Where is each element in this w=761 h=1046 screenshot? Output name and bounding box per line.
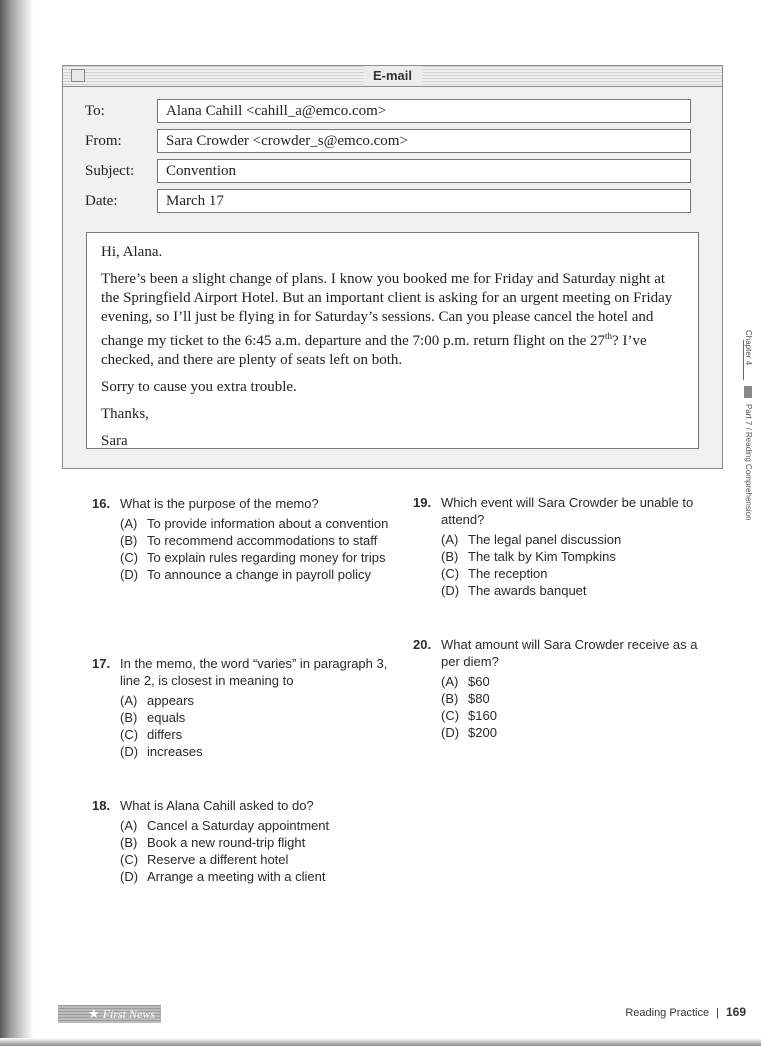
option-text: equals [147, 710, 186, 725]
ordinal-suffix: th [605, 331, 613, 341]
window-close-box-icon [71, 69, 85, 82]
option-text: $160 [468, 708, 497, 723]
star-icon: ★ [88, 1006, 100, 1021]
option-letter: (A) [120, 818, 138, 833]
question-number: 17. [92, 656, 111, 671]
option-a[interactable] [120, 515, 392, 532]
option-letter: (C) [441, 566, 460, 581]
book-spine-shadow [0, 0, 34, 1046]
section-marker-icon [744, 386, 752, 398]
option-a[interactable] [120, 817, 392, 834]
option-letter: (B) [441, 691, 459, 706]
email-apology: Sorry to cause you extra trouble. [101, 379, 297, 395]
email-window-title: E-mail [363, 66, 422, 86]
option-letter: (C) [120, 550, 139, 565]
option-letter: (B) [120, 710, 138, 725]
subject-field-row [63, 159, 722, 185]
email-paragraph-text-end: ? I’ve checked, and there are plenty of seats left on both. [101, 333, 647, 368]
option-b[interactable] [441, 548, 713, 565]
option-b[interactable] [120, 709, 392, 726]
footer-section-label: Reading Practice [625, 1007, 710, 1019]
option-a[interactable] [441, 673, 713, 690]
option-d[interactable] [120, 868, 392, 885]
option-letter: (A) [441, 674, 459, 689]
email-body [86, 232, 699, 449]
to-field-row [63, 99, 722, 125]
from-field: Sara Crowder <crowder_s@emco.com> [157, 129, 691, 153]
option-letter: (D) [441, 583, 460, 598]
logo-text: First News [102, 1007, 155, 1021]
option-letter: (A) [120, 516, 138, 531]
option-letter: (A) [441, 532, 459, 547]
option-d[interactable] [120, 743, 392, 760]
option-c[interactable] [120, 726, 392, 743]
from-label: From: [85, 133, 122, 149]
question-text: In the memo, the word “varies” in paragraph 3, line 2, is closest in meaning to [120, 656, 388, 688]
option-text: To announce a change in payroll policy [147, 567, 372, 582]
email-titlebar [63, 66, 722, 87]
option-text: Arrange a meeting with a client [147, 869, 326, 884]
question-text: Which event will Sara Crowder be unable to attend? [441, 495, 694, 527]
option-letter: (C) [120, 852, 139, 867]
option-b[interactable] [120, 834, 392, 851]
option-letter: (B) [120, 533, 138, 548]
answer-options [120, 515, 392, 583]
option-letter: (D) [441, 725, 460, 740]
question-17 [92, 655, 392, 760]
question-text: What amount will Sara Crowder receive as a per diem? [441, 637, 698, 669]
option-text: $60 [468, 674, 490, 689]
question-16 [92, 495, 392, 583]
option-d[interactable] [120, 566, 392, 583]
option-text: To explain rules regarding money for trips [147, 550, 386, 565]
date-field-row [63, 189, 722, 215]
answer-options [120, 692, 392, 760]
footer-separator: | [716, 1007, 719, 1019]
subject-label: Subject: [85, 163, 135, 179]
option-letter: (B) [120, 835, 138, 850]
option-text: The awards banquet [468, 583, 587, 598]
option-b[interactable] [120, 532, 392, 549]
option-text: Cancel a Saturday appointment [147, 818, 330, 833]
option-letter: (D) [120, 869, 139, 884]
question-20 [413, 636, 713, 741]
option-c[interactable] [120, 851, 392, 868]
option-a[interactable] [441, 531, 713, 548]
option-text: appears [147, 693, 194, 708]
option-text: To recommend accommodations to staff [147, 533, 378, 548]
option-a[interactable] [120, 692, 392, 709]
date-field: March 17 [157, 189, 691, 213]
question-text: What is Alana Cahill asked to do? [120, 798, 314, 813]
option-letter: (D) [120, 567, 139, 582]
page-footer [625, 1005, 746, 1019]
option-b[interactable] [441, 690, 713, 707]
question-number: 19. [413, 495, 432, 510]
chapter-label: Chapter 4 [744, 330, 753, 366]
option-d[interactable] [441, 724, 713, 741]
email-paragraph [101, 270, 684, 370]
option-letter: (A) [120, 693, 138, 708]
option-text: differs [147, 727, 183, 742]
to-label: To: [85, 103, 105, 119]
option-c[interactable] [441, 707, 713, 724]
section-label: Part 7 / Reading Comprehension [744, 404, 753, 521]
question-number: 18. [92, 798, 111, 813]
answer-options [441, 531, 713, 599]
chapter-side-tab [740, 330, 760, 540]
option-d[interactable] [441, 582, 713, 599]
subject-field: Convention [157, 159, 691, 183]
question-18 [92, 797, 392, 885]
email-window [62, 65, 723, 469]
page-number: 169 [725, 1005, 746, 1019]
option-letter: (B) [441, 549, 459, 564]
option-text: The talk by Kim Tompkins [468, 549, 616, 564]
email-signature: Sara [101, 433, 128, 449]
answer-options [120, 817, 392, 885]
publisher-logo [58, 1005, 161, 1023]
option-letter: (C) [120, 727, 139, 742]
email-closing: Thanks, [101, 406, 149, 422]
question-number: 20. [413, 637, 432, 652]
question-text: What is the purpose of the memo? [120, 496, 319, 511]
to-field: Alana Cahill <cahill_a@emco.com> [157, 99, 691, 123]
option-letter: (D) [120, 744, 139, 759]
email-paragraph-text: There’s been a slight change of plans. I know you booked me for Friday and Saturday night at the Springfield Airport Hotel. But an important client is asking for an urgent meeting on Friday evening, so I’ll just be flying in for Saturday’s sessions. Can you please cancel the hotel and change my ticket to the 6:45 a.m. departure and the 7:00 p.m. return flight on the 27 [101, 271, 673, 349]
option-text: $80 [468, 691, 490, 706]
from-field-row [63, 129, 722, 155]
email-greeting: Hi, Alana. [101, 244, 163, 260]
option-text: increases [147, 744, 203, 759]
option-text: Reserve a different hotel [147, 852, 289, 867]
option-c[interactable] [120, 549, 392, 566]
option-c[interactable] [441, 565, 713, 582]
option-text: The reception [468, 566, 548, 581]
question-number: 16. [92, 496, 111, 511]
option-text: $200 [468, 725, 497, 740]
question-19 [413, 494, 713, 599]
option-letter: (C) [441, 708, 460, 723]
page-bottom-edge [0, 1038, 761, 1046]
answer-options [441, 673, 713, 741]
option-text: To provide information about a convention [147, 516, 389, 531]
option-text: The legal panel discussion [468, 532, 622, 547]
option-text: Book a new round-trip flight [147, 835, 306, 850]
date-label: Date: [85, 193, 118, 209]
